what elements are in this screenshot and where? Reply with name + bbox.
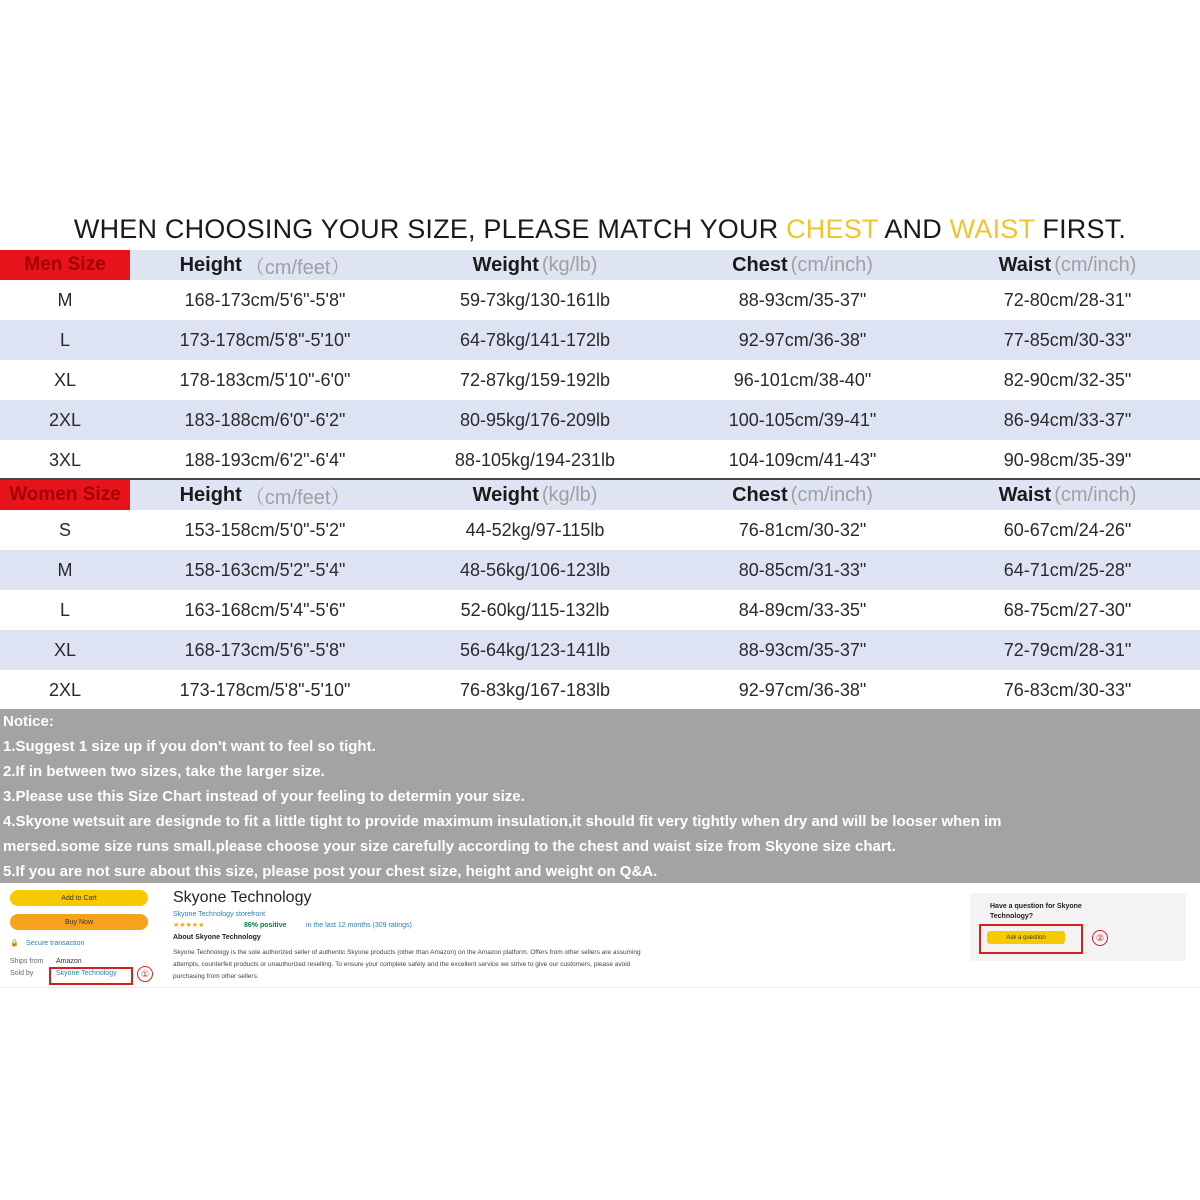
size-cell: L <box>59 599 70 620</box>
height-header: Height （cm/feet） <box>179 483 351 509</box>
women-size-table <box>0 480 1200 710</box>
height-cell: 178-183cm/5'10"-6'0" <box>179 369 351 390</box>
rating-summary: in the last 12 months (309 ratings) <box>306 922 412 929</box>
table-row <box>0 550 1200 590</box>
storefront-link[interactable]: Skyone Technology storefront <box>173 911 266 918</box>
waist-cell: 72-80cm/28-31" <box>1003 289 1132 310</box>
waist-cell: 77-85cm/30-33" <box>1003 329 1132 350</box>
waist-cell: 90-98cm/35-39" <box>1003 449 1132 470</box>
chest-cell: 104-109cm/41-43" <box>728 449 877 470</box>
weight-cell: 44-52kg/97-115lb <box>465 519 605 540</box>
notice-line: 1.Suggest 1 size up if you don't want to feel so tight. <box>3 738 376 755</box>
secure-transaction-link[interactable]: Secure transaction <box>26 940 85 947</box>
height-cell: 188-193cm/6'2"-6'4" <box>184 449 346 470</box>
weight-cell: 64-78kg/141-172lb <box>459 329 611 350</box>
notice-line: 4.Skyone wetsuit are designde to fit a little tight to provide maximum insulation,it should fit very tightly when dry and will be looser when im <box>3 813 1002 830</box>
waist-cell: 82-90cm/32-35" <box>1003 369 1132 390</box>
size-cell: 2XL <box>48 409 82 430</box>
question-text: Have a question for Skyone <box>990 903 1082 910</box>
table-row <box>0 400 1200 440</box>
waist-header: Waist (cm/inch) <box>998 253 1137 276</box>
chest-cell: 84-89cm/33-35" <box>738 599 867 620</box>
height-cell: 163-168cm/5'4"-5'6" <box>184 599 346 620</box>
size-cell: L <box>59 329 70 350</box>
table-row <box>0 590 1200 630</box>
ships-from-label: Ships from <box>10 958 44 965</box>
table-row <box>0 360 1200 400</box>
size-cell: XL <box>53 639 77 660</box>
height-cell: 168-173cm/5'6"-5'8" <box>184 639 346 660</box>
chest-header: Chest (cm/inch) <box>732 253 873 276</box>
notice-line: 5.If you are not sure about this size, please post your chest size, height and weight on Q&A. <box>3 863 658 880</box>
question-box <box>970 893 1186 961</box>
chest-cell: 92-97cm/36-38" <box>738 329 867 350</box>
height-cell: 168-173cm/5'6"-5'8" <box>184 289 346 310</box>
sold-by-label: Sold by <box>10 970 34 977</box>
table-row <box>0 280 1200 320</box>
size-cell: S <box>58 519 71 540</box>
ask-question-button[interactable]: Ask a question <box>987 931 1065 944</box>
notice-panel <box>0 709 1200 883</box>
table-row <box>0 510 1200 550</box>
waist-cell: 72-79cm/28-31" <box>1003 639 1132 660</box>
rating-stars-icon: ★★★★★ <box>173 922 205 929</box>
weight-cell: 59-73kg/130-161lb <box>459 289 611 310</box>
chest-header: Chest (cm/inch) <box>732 483 873 506</box>
weight-cell: 88-105kg/194-231lb <box>454 449 616 470</box>
seller-name: Skyone Technology <box>173 889 312 906</box>
rating-percent: 86% positive <box>244 922 287 929</box>
notice-title: Notice: <box>3 713 54 730</box>
chest-cell: 88-93cm/35-37" <box>738 639 867 660</box>
men-size-table <box>0 250 1200 480</box>
waist-cell: 64-71cm/25-28" <box>1003 559 1132 580</box>
table-row <box>0 320 1200 360</box>
weight-cell: 76-83kg/167-183lb <box>459 679 611 700</box>
waist-cell: 76-83cm/30-33" <box>1003 679 1132 700</box>
waist-cell: 68-75cm/27-30" <box>1003 599 1132 620</box>
heading-text-3: FIRST. <box>1034 214 1127 244</box>
chest-cell: 92-97cm/36-38" <box>738 679 867 700</box>
size-chart-heading <box>0 214 1200 245</box>
chest-cell: 100-105cm/39-41" <box>728 409 877 430</box>
marker-two: ② <box>1092 930 1108 946</box>
men-header-row <box>0 250 1200 280</box>
about-title: About Skyone Technology <box>173 934 261 941</box>
table-row <box>0 440 1200 480</box>
height-cell: 183-188cm/6'0"-6'2" <box>184 409 346 430</box>
marker-one: ① <box>137 966 153 982</box>
notice-line: 3.Please use this Size Chart instead of your feeling to determin your size. <box>3 788 525 805</box>
men-size-label: Men Size <box>0 250 130 280</box>
height-cell: 173-178cm/5'8"-5'10" <box>179 329 351 350</box>
add-to-cart-button[interactable]: Add to Cart <box>10 890 148 906</box>
table-row <box>0 630 1200 670</box>
height-header: Height （cm/feet） <box>179 253 351 279</box>
heading-waist: WAIST <box>949 214 1035 244</box>
weight-header: Weight (kg/lb) <box>472 253 598 276</box>
size-cell: XL <box>53 369 77 390</box>
chest-cell: 96-101cm/38-40" <box>733 369 872 390</box>
weight-cell: 52-60kg/115-132lb <box>460 599 610 620</box>
table-row <box>0 670 1200 710</box>
height-cell: 158-163cm/5'2"-5'4" <box>184 559 346 580</box>
height-cell: 173-178cm/5'8"-5'10" <box>179 679 351 700</box>
sold-by-link[interactable]: Skyone Technology <box>56 970 117 977</box>
about-text: attempts, counterfeit products or unauthorized reselling. To ensure your complete safety and the excellent service we strive to give our customers, please avoid <box>173 961 631 968</box>
size-cell: 3XL <box>48 449 82 470</box>
weight-cell: 56-64kg/123-141lb <box>459 639 611 660</box>
about-text: Skyone Technology is the sole authorized seller of authentic Skyone products (other than Amazon) on the Amazon platform. Offers from other sellers are assuming <box>173 949 641 956</box>
amazon-seller-screenshot <box>0 883 1200 988</box>
question-text: Technology? <box>990 913 1034 920</box>
waist-cell: 86-94cm/33-37" <box>1003 409 1132 430</box>
height-cell: 153-158cm/5'0"-5'2" <box>184 519 346 540</box>
women-size-label: Women Size <box>0 480 130 510</box>
waist-cell: 60-67cm/24-26" <box>1003 519 1132 540</box>
chest-cell: 80-85cm/31-33" <box>738 559 867 580</box>
buy-now-button[interactable]: Buy Now <box>10 914 148 930</box>
weight-cell: 48-56kg/106-123lb <box>459 559 611 580</box>
weight-header: Weight (kg/lb) <box>472 483 598 506</box>
weight-cell: 72-87kg/159-192lb <box>459 369 611 390</box>
heading-chest: CHEST <box>786 214 879 244</box>
waist-header: Waist (cm/inch) <box>998 483 1137 506</box>
size-cell: 2XL <box>48 679 82 700</box>
women-header-row <box>0 480 1200 510</box>
heading-text-1: WHEN CHOOSING YOUR SIZE, PLEASE MATCH YOUR <box>73 214 787 244</box>
ships-from-value: Amazon <box>56 958 82 965</box>
about-text: purchasing from other sellers. <box>173 973 259 980</box>
heading-text-2: AND <box>878 214 950 244</box>
lock-icon: 🔒 <box>10 940 19 947</box>
size-cell: M <box>57 559 73 580</box>
notice-line: mersed.some size runs small.please choose your size carefully according to the chest and waist size from Skyone size chart. <box>3 838 896 855</box>
notice-line: 2.If in between two sizes, take the larger size. <box>3 763 325 780</box>
chest-cell: 76-81cm/30-32" <box>738 519 867 540</box>
size-cell: M <box>57 289 73 310</box>
chest-cell: 88-93cm/35-37" <box>738 289 867 310</box>
weight-cell: 80-95kg/176-209lb <box>459 409 611 430</box>
